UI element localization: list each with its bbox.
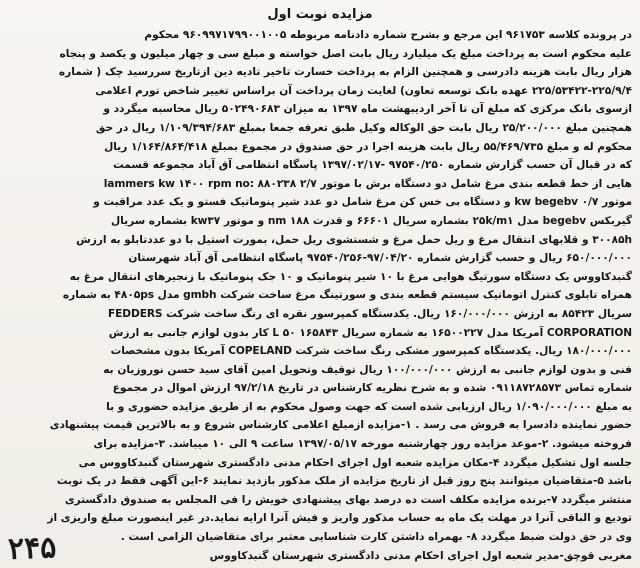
- notice-line: علیه محکوم است به پرداخت مبلغ یک میلیارد ریال بابت اصل خواسته و مبلغ سی و چهار میلیون و یکصد و پنجاه: [59, 47, 632, 60]
- notice-line: باشد ۵-متقاضیان میتوانند پنج روز قبل از تاریخ مزایده از ملک مذکور بازدید نمایند ۶-این آگهی فقط در یک نوبت: [56, 475, 632, 488]
- notice-line: فروخته میشود. ۲-موعد مزایده روز چهارشنبه مورخه ۱۳۹۷/۰۵/۱۷ ساعت ۹ الی ۱۰ میباشد. ۳-مزایده برای: [93, 438, 632, 451]
- notice-line: جلسه اول تشکیل میگردد ۴-مکان مزایده شعبه اول اجرای احکام مدنی دادگستری شهرستان گنبدکاووس می: [78, 456, 632, 469]
- notice-line: سریال ۸۵۴۲۳ به ارزش ۱۶۰/۰۰۰/۰۰۰ ریال. یکدستگاه کمپرسور نقره ای رنگ ساخت شرکت FEDDERS: [108, 307, 632, 320]
- notice-line: ازسوی بانک مرکزی که مبلغ آن تا آخر اردیبهشت ماه ۱۳۹۷ به میزان ۵۰۲۴۹۰۶۸۳ ریال محاسبه میگردد و: [103, 103, 632, 116]
- notice-line: که در قبال آن حسب گزارش شماره ۹۷۵۴۰/۲۵۰ -۱۳۹۷/۰۲/۱۷ پاسگاه انتظامی آق آباد مجموعه قسمت: [113, 159, 632, 172]
- notice-line: گیربکس begebv مدل ۲۵k/m۱ بشماره سریال ۶۶۶۰۱ و قدرت nm ۱۸۸ و موتور kw۳۷ بشماره سریال: [110, 214, 632, 227]
- notice-line: گنبدکاووس یک دستگاه سورتیگ هوایی مرغ با ۱۰ شیر پنوماتیک و ۱۰ جک پنوماتیک با زنجیرهای انتقال مرغ به: [69, 270, 632, 283]
- notice-line: ۳۰۰۸۵h و قلابهای انتقال مرغ و ریل حمل مرغ و شستشوی ریل حمل، بمورت استیل با دو عددتابلو به ارزش: [76, 233, 632, 246]
- notice-line: CORPORATION آمریکا مدل ۱۶۵۰۰۲۲۷ به شماره سریال ۱۶۵۸۴۳ ۵۰ L کار بدون لوازم جانبی به ارزش: [108, 326, 632, 339]
- notice-line: ۶۵۰/۰۰۰/۰۰۰ ریال و حسب گزارش شماره ۹۷/۰۴/۲۰-۹۷۵۴۰/۲۵۶ پاسگاه انتظامی آق آباد شهرستان: [128, 252, 632, 265]
- notice-body: [8, 26, 632, 547]
- notice-line: همراه تابلوی کنترل اتوماتیک سیستم قطعه بندی و سورتینگ مرغ ساخت شرکت gmbh مدل ۴۸۰۵ps به شماره: [62, 289, 632, 302]
- notice-line: هایی از خط قطعه بندی مرغ شامل دو دستگاه برش با موتور ۲/۷ lammers kw ۱۴۰۰ rpm no: ۸۸۰۲۳۸: [103, 177, 632, 190]
- notice-line: هزار ریال بابت هزینه دادرسی و همچنین الزام به پرداخت خسارت تاخیر تادیه دین ازتاریخ سررسید چک ( شماره: [58, 66, 632, 79]
- notice-line: همچنین مبلغ ۲۵/۲۰۰/۰۰۰ ریال بابت حق الوکاله وکیل طبق تعرفه جمعا بمبلغ ۱/۱۰۹/۳۹۴/۶۸۳ ریال در حق: [95, 121, 632, 134]
- notice-line: به مبلغ ۱/۰۹۰/۰۰۰/۰۰۰ ریال ارزیابی شده است که جهت وصول محکوم به از طریق مزایده حضوری و با: [106, 400, 632, 413]
- notice-line: شماره تماس ۰۹۱۱۸۷۲۸۵۷۳ شده و به شرح نظریه کارشناس در تاریخ ۹۷/۲/۱۸ ارزش اموال در مجموع: [112, 382, 632, 395]
- notice-line: فنی و بدون لوازم جانبی به ارزش ۱۰۰/۰۰۰/۰۰۰ ریال توقیف وتحویل امین آقای سید حسن نوروزیان به: [103, 363, 632, 376]
- notice-line: وی در حق دولت ضبط میگردد ۸- بهمراه داشتن کارت شناسایی معتبر برای متقاضیان الزامی است .: [120, 531, 632, 544]
- notice-line: ۱۸۰/۰۰۰/۰۰۰ ریال. یکدستگاه کمپرسور مشکی رنگ ساخت شرکت COPELAND آمریکا بدون مشخصات: [110, 345, 632, 358]
- notice-line: موتور kw begebv ۰/۷ و دستگاه بی خس کن مرغ شامل دو عدد شیر پنوماتیک فستو و یک عدد مراقبت و: [93, 196, 632, 209]
- notice-line: محکوم له و مبلغ ۵۵/۴۶۹/۷۳۵ ریال بابت هزینه اجرا در حق صندوق در مجموع بمبلغ ۱/۱۶۴/۸۶۴/۴۱۸ ریال: [104, 140, 632, 153]
- notice-line: حضور نماینده دادسرا به فروش می رسد . ۱-مزایده ازمبلغ اعلامی کارشناس شروع و به بالاترین قیمت پیشنهادی: [49, 419, 632, 432]
- stamp-number: ۲۴۵: [7, 530, 57, 567]
- notice-line: در پرونده کلاسه ۹۶۱۷۵۳ این مرجع و بشرح شماره دادنامه مربوطه ۹۶۰۹۹۷۱۷۹۹۰۰۱۰۰۵ محکوم: [144, 29, 632, 41]
- notice-line: منتشر میگردد ۷-برنده مزایده مکلف است ده درصد بهای پیشنهادی خویش را فی المجلس به صندوق دادگستری: [64, 493, 632, 506]
- notice-title: مزایده نوبت اول: [267, 7, 373, 22]
- signature-line: مغربی قوچق-مدیر شعبه اول اجرای احکام مدنی دادگستری شهرستان گنبدکاووس: [209, 549, 632, 562]
- notice-line: ۲۲۵/۵۳۴۲۲-۲۲۵/۹/۴ عهده بانک توسعه تعاون) لغایت زمان پرداخت آن براساس تغییر شاخص تورم اعلامی: [95, 84, 632, 97]
- notice-line: تودیع و الباقی آنرا در مهلت یک ماه به حساب مذکور واریز و فیش آنرا ارایه نماید.در غیر اینصورت مبلغ واریزی از: [47, 512, 632, 525]
